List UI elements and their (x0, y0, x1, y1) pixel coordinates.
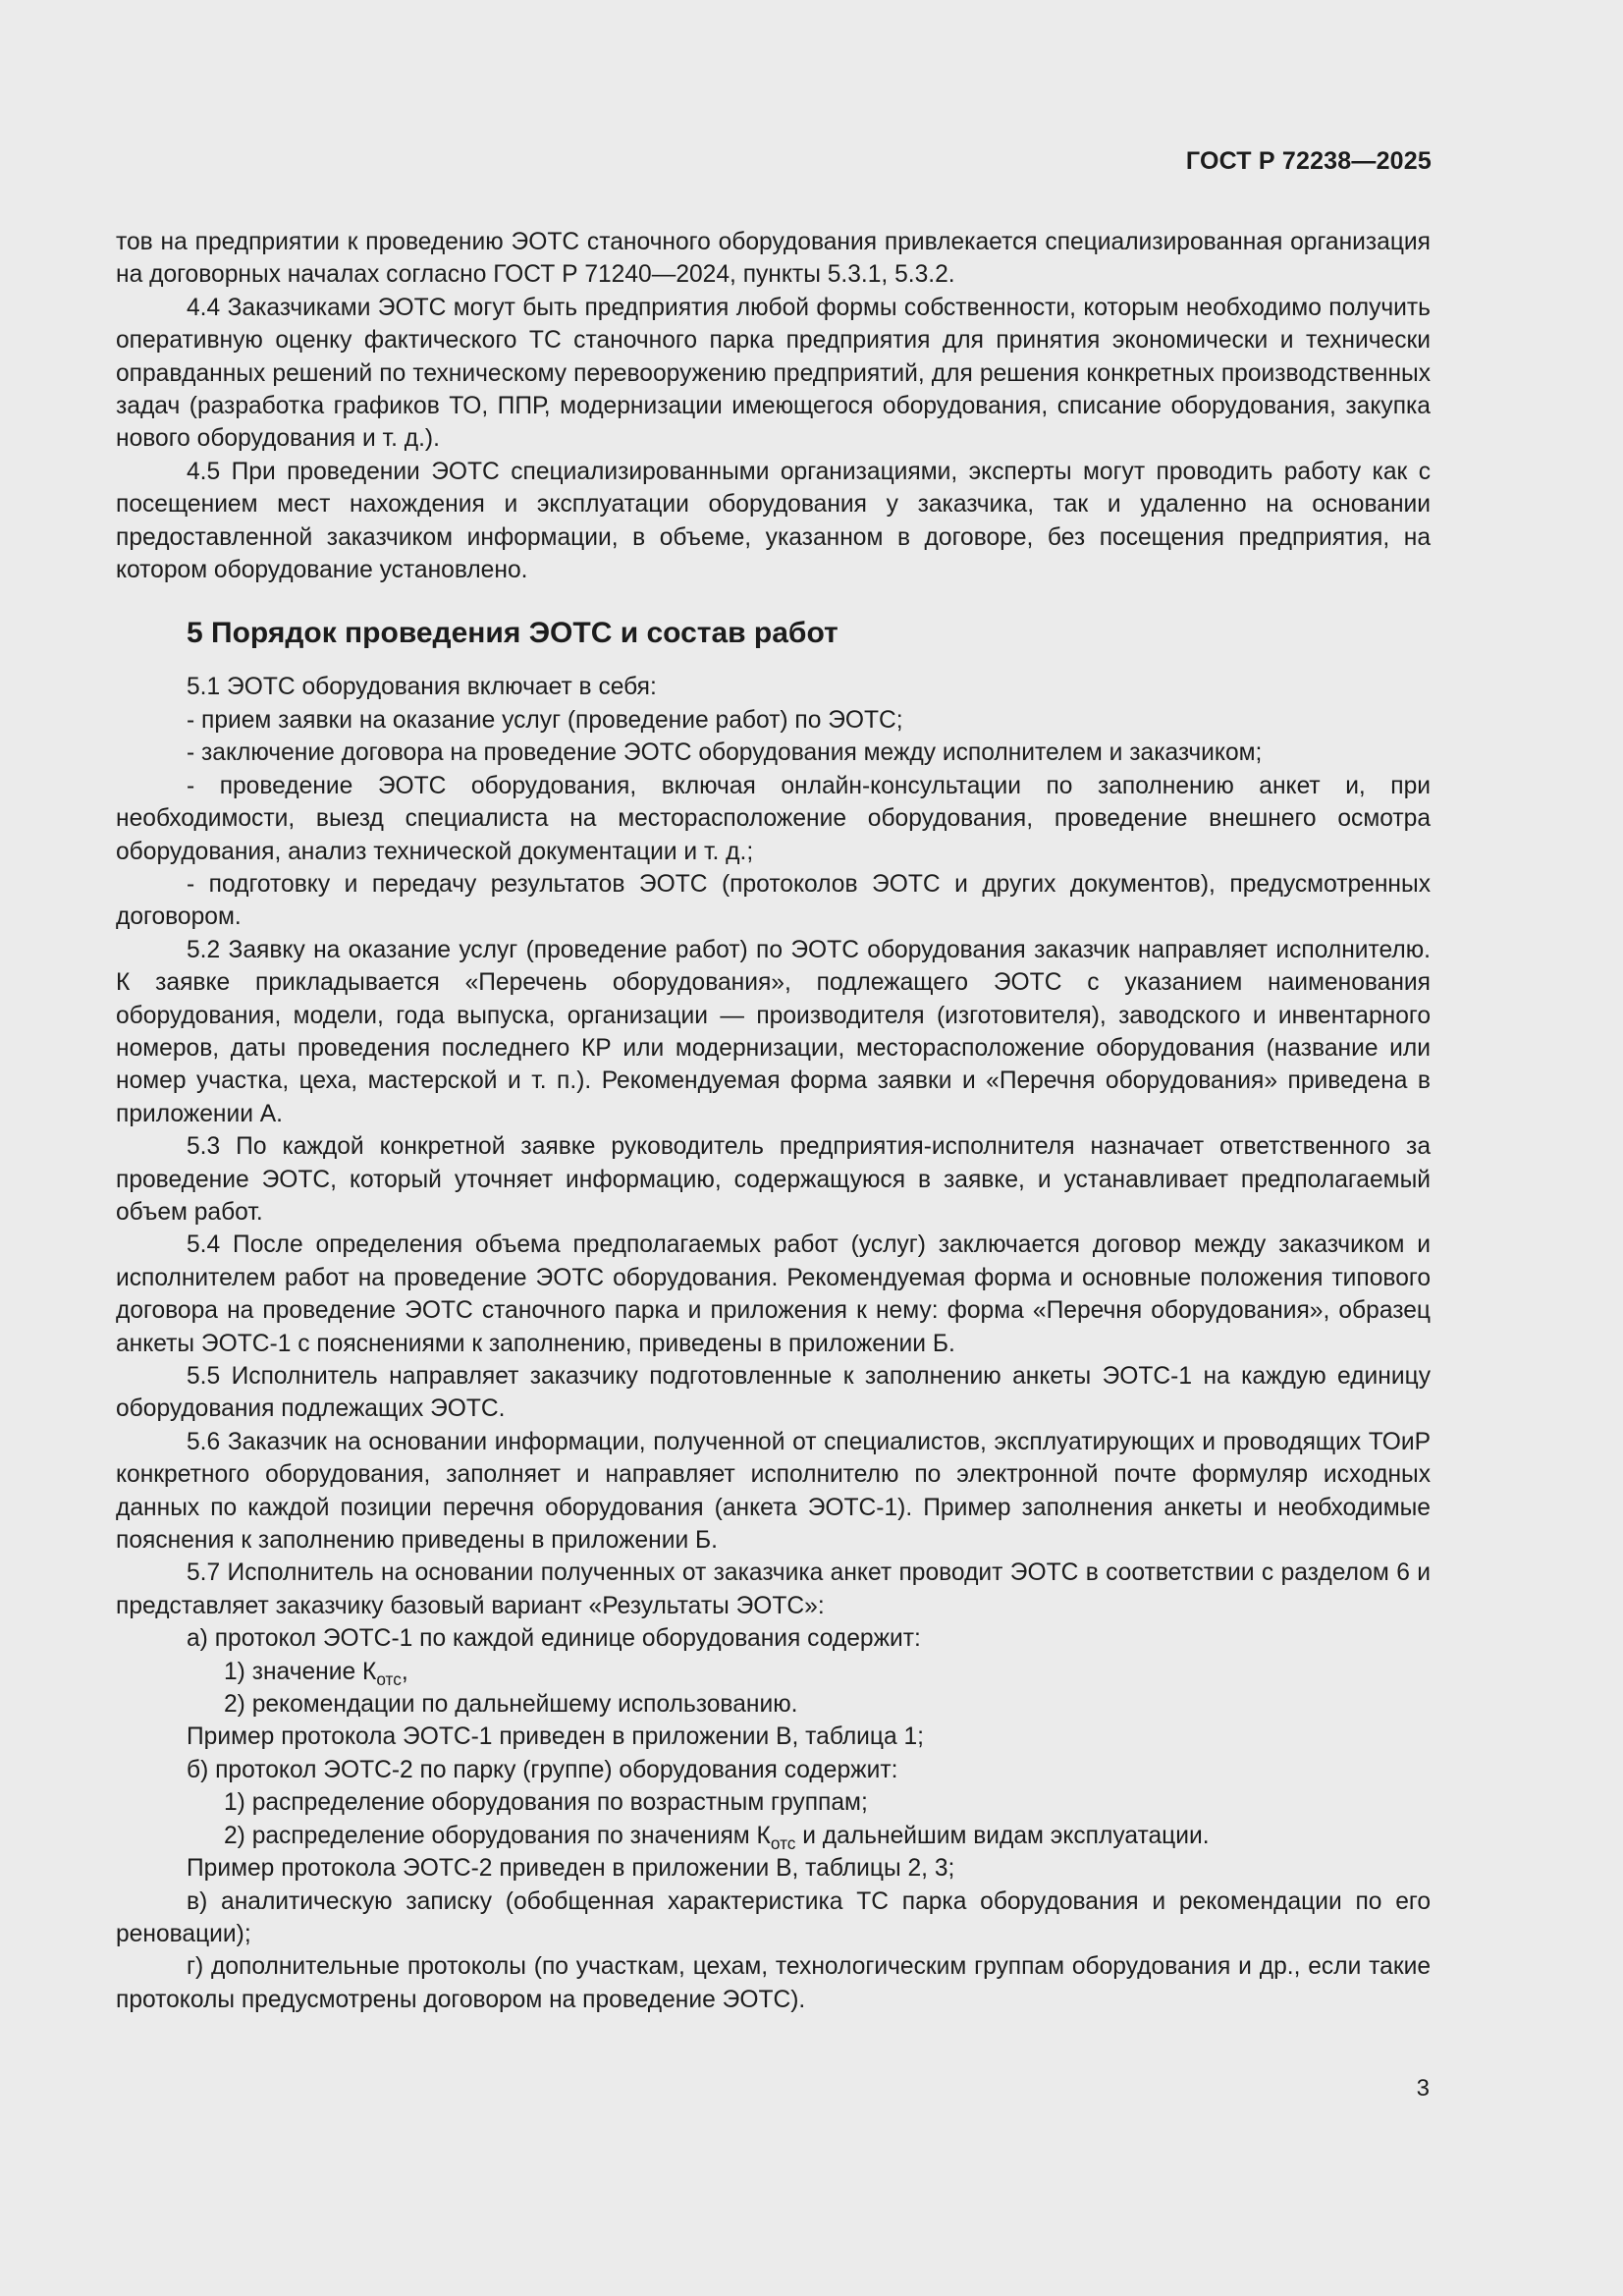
page-number: 3 (1416, 2075, 1430, 2102)
list-item-b: б) протокол ЭОТС-2 по парку (группе) оборудования содержит: (187, 1756, 898, 1783)
list-subitem-b2 (116, 1820, 1431, 1852)
paragraph-5-5: 5.5 Исполнитель направляет заказчику подготовленные к заполнению анкеты ЭОТС-1 на каждую единицу оборудования подлежащих ЭОТС. (116, 1363, 1431, 1423)
section-title: 5 Порядок проведения ЭОТС и состав работ (187, 617, 839, 650)
subitem-text: 1) значение К (224, 1658, 377, 1685)
paragraph-4-4: 4.4 Заказчиками ЭОТС могут быть предприятия любой формы собственности, которым необходимо получить оперативную оценку фактического ТС станочного парка предприятия для принятия экономически и технически оправданных решений по техническому перевооружению предприятий, для решения конкретных производственных задач (разработка графиков ТО, ППР, модернизации имеющегося оборудования, списание оборудования, закупка нового оборудования и т. д.). (116, 294, 1431, 453)
subscript: отс (376, 1668, 402, 1689)
paragraph-5-2: 5.2 Заявку на оказание услуг (проведение работ) по ЭОТС оборудования заказчик направляет исполнителю. К заявке прикладывается «Перечень оборудования», подлежащего ЭОТС с указанием наименования оборудования, модели, года выпуска, организации — производителя (изготовителя), заводского и инвентарного номеров, даты проведения последнего КР или модернизации, месторасположение оборудования (название или номер участка, цеха, мастерской и т. п.). Рекомендуемая форма заявки и «Перечня оборудования» приведена в приложении А. (116, 936, 1431, 1127)
note-a: Пример протокола ЭОТС-1 приведен в приложении В, таблица 1; (187, 1723, 925, 1751)
list-subitem-a1 (116, 1656, 1431, 1688)
list-subitem-a2: 2) рекомендации по дальнейшему использованию. (224, 1691, 798, 1719)
list-item: - заключение договора на проведение ЭОТС оборудования между исполнителем и заказчиком; (187, 739, 1263, 767)
list-item-a: а) протокол ЭОТС-1 по каждой единице оборудования содержит: (187, 1625, 921, 1653)
paragraph-5-3: 5.3 По каждой конкретной заявке руководитель предприятия-исполнителя назначает ответственного за проведение ЭОТС, который уточняет информацию, содержащуюся в заявке, и устанавливает предполагаемый объем работ. (116, 1133, 1431, 1226)
list-subitem-b1: 1) распределение оборудования по возрастным группам; (224, 1789, 868, 1817)
document-body (116, 226, 1431, 2016)
subitem-tail: и дальнейшим видам эксплуатации. (795, 1822, 1210, 1849)
list-item-v: в) аналитическую записку (обобщенная характеристика ТС парка оборудования и рекомендации по его реновации); (116, 1887, 1431, 1947)
subscript: отс (770, 1832, 796, 1853)
list-item: - прием заявки на оказание услуг (проведение работ) по ЭОТС; (187, 706, 903, 734)
subitem-tail: , (401, 1658, 408, 1685)
paragraph-5-4: 5.4 После определения объема предполагаемых работ (услуг) заключается договор между заказчиком и исполнителем работ на проведение ЭОТС оборудования. Рекомендуемая форма и основные положения типового договора на проведение ЭОТС станочного парка и приложения к нему: форма «Перечня оборудования», образец анкеты ЭОТС-1 с пояснениями к заполнению, приведены в приложении Б. (116, 1231, 1431, 1357)
paragraph-5-6: 5.6 Заказчик на основании информации, полученной от специалистов, эксплуатирующих и проводящих ТОиР конкретного оборудования, заполняет и направляет исполнителю по электронной почте формуляр исходных данных по каждой позиции перечня оборудования (анкета ЭОТС-1). Пример заполнения анкеты и необходимые пояснения к заполнению приведены в приложении Б. (116, 1428, 1431, 1555)
paragraph-continuation: тов на предприятии к проведению ЭОТС станочного оборудования привлекается специализированная организация на договорных началах согласно ГОСТ Р 71240—2024, пункты 5.3.1, 5.3.2. (116, 229, 1431, 289)
paragraph-5-7: 5.7 Исполнитель на основании полученных от заказчика анкет проводит ЭОТС в соответствии с разделом 6 и представляет заказчику базовый вариант «Результаты ЭОТС»: (116, 1559, 1431, 1619)
list-item: - подготовку и передачу результатов ЭОТС (протоколов ЭОТС и других документов), предусмотренных договором. (116, 870, 1431, 931)
paragraph-5-1: 5.1 ЭОТС оборудования включает в себя: (187, 674, 657, 701)
note-b: Пример протокола ЭОТС-2 приведен в приложении В, таблицы 2, 3; (187, 1855, 955, 1883)
subitem-text: 2) распределение оборудования по значениям К (224, 1822, 771, 1849)
paragraph-4-5: 4.5 При проведении ЭОТС специализированными организациями, эксперты могут проводить работу как с посещением мест нахождения и эксплуатации оборудования у заказчика, так и удаленно на основании предоставленной заказчиком информации, в объеме, указанном в договоре, без посещения предприятия, на котором оборудование установлено. (116, 458, 1431, 584)
list-item: - проведение ЭОТС оборудования, включая онлайн-консультации по заполнению анкет и, при необходимости, выезд специалиста на месторасположение оборудования, проведение внешнего осмотра оборудования, анализ технической документации и т. д.; (116, 772, 1431, 865)
document-number-header: ГОСТ Р 72238—2025 (1185, 147, 1432, 175)
list-item-g: г) дополнительные протоколы (по участкам, цехам, технологическим группам оборудования и др., если такие протоколы предусмотрены договором на проведение ЭОТС). (116, 1953, 1431, 2013)
